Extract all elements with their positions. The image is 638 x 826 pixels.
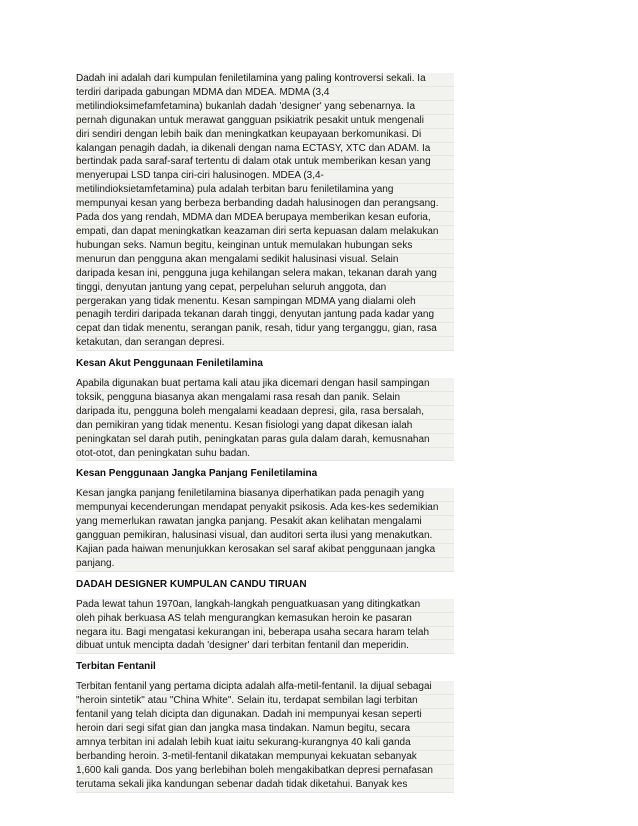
text-line: Kajian pada haiwan menunjukkan kerosakan sel saraf akibat penggunaan jangka <box>76 544 454 558</box>
text-line: metilindioksimefamfetamina) bukanlah dadah 'designer' yang sebenarnya. Ia <box>76 101 454 115</box>
text-line: peningkatan sel darah putih, peningkatan paras gula dalam darah, kemusnahan <box>76 434 454 448</box>
text-line: yang memerlukan rawatan jangka panjang. Pesakit akan kelihatan mengalami <box>76 516 454 530</box>
text-line: fentanil yang telah dicipta dan digunakan. Dadah ini mempunyai kesan seperti <box>76 709 454 723</box>
heading-terbitan-fentanil: Terbitan Fentanil <box>76 661 156 673</box>
text-line: cepat dan tidak menentu, serangan panik, resah, tidur yang terganggu, gian, rasa <box>76 323 454 337</box>
text-line: Terbitan fentanil yang pertama dicipta adalah alfa-metil-fentanil. Ia dijual sebagai <box>76 681 454 695</box>
text-line: otot-otot, dan peningkatan suhu badan. <box>76 448 454 462</box>
paragraph-terbitan-fentanil <box>76 681 454 792</box>
text-line: oleh pihak berkuasa AS telah mengurangkan kemasukan heroin ke pasaran <box>76 613 454 627</box>
text-line: pergerakan yang tidak menentu. Kesan sampingan MDMA yang dialami oleh <box>76 296 454 310</box>
text-line: Pada lewat tahun 1970an, langkah-langkah penguatkuasan yang ditingkatkan <box>76 599 454 613</box>
text-line: ketakutan, dan serangan depresi. <box>76 337 454 351</box>
text-line: menurun dan pengguna akan mengalami sedikit halusinasi visual. Selain <box>76 254 454 268</box>
paragraph-kesan-jangka-panjang <box>76 488 454 571</box>
text-line: daripada itu, pengguna boleh mengalami keadaan depresi, gila, rasa bersalah, <box>76 406 454 420</box>
text-line: Pada dos yang rendah, MDMA dan MDEA berupaya memberikan kesan euforia, <box>76 212 454 226</box>
heading-kesan-jangka-panjang: Kesan Penggunaan Jangka Panjang Feniletilamina <box>76 468 318 480</box>
heading-dadah-designer: DADAH DESIGNER KUMPULAN CANDU TIRUAN <box>76 578 307 590</box>
text-line: 1,600 kali ganda. Dos yang berlebihan boleh mengakibatkan depresi pernafasan <box>76 765 454 779</box>
text-line: berbanding heroin. 3-metil-fentanil dikatakan mempunyai kekuatan sebanyak <box>76 751 454 765</box>
text-line: terdiri daripada gabungan MDMA dan MDEA. MDMA (3,4 <box>76 87 454 101</box>
text-line: empati, dan dapat meningkatkan keazaman diri serta kepuasan dalam melakukan <box>76 226 454 240</box>
text-line: pernah digunakan untuk merawat gangguan psikiatrik pesakit untuk mengenali <box>76 115 454 129</box>
text-line: Apabila digunakan buat pertama kali atau jika dicemari dengan hasil sampingan <box>76 378 454 392</box>
text-line: dibuat untuk mencipta dadah 'designer' dari terbitan fentanil dan meperidin. <box>76 640 454 654</box>
text-line: bertindak pada saraf-saraf tertentu di dalam otak untuk memberikan kesan yang <box>76 156 454 170</box>
text-line: penagih terdiri daripada tekanan darah tinggi, denyutan jantung pada kadar yang <box>76 309 454 323</box>
text-line: panjang. <box>76 558 454 572</box>
text-line: mempunyai kesan yang berbeza berbanding dadah halusinogen dan perangsang. <box>76 198 454 212</box>
text-line: tinggi, denyutan jantung yang cepat, perpeluhan seluruh anggota, dan <box>76 282 454 296</box>
text-line: metilindioksietamfetamina) pula adalah terbitan baru feniletilamina yang <box>76 184 454 198</box>
text-line: daripada kesan ini, pengguna juga kehilangan selera makan, tekanan darah yang <box>76 268 454 282</box>
paragraph-feniletilamina-intro <box>76 73 454 351</box>
text-line: "heroin sintetik" atau "China White". Selain itu, terdapat sembilan lagi terbitan <box>76 695 454 709</box>
text-line: menyerupai LSD tanpa ciri-ciri halusinogen. MDEA (3,4- <box>76 170 454 184</box>
text-line: toksik, pengguna biasanya akan mengalami rasa resah dan panik. Selain <box>76 392 454 406</box>
text-line: amnya terbitan ini adalah lebih kuat iaitu sekurang-kurangnya 40 kali ganda <box>76 737 454 751</box>
text-line: Kesan jangka panjang feniletilamina biasanya diperhatikan pada penagih yang <box>76 488 454 502</box>
paragraph-dadah-designer <box>76 599 454 655</box>
text-line: kalangan penagih dadah, ia dikenali dengan nama ECTASY, XTC dan ADAM. Ia <box>76 143 454 157</box>
text-line: diri sendiri dengan lebih baik dan meningkatkan keupayaan berkomunikasi. Di <box>76 129 454 143</box>
text-line: hubungan seks. Namun begitu, keinginan untuk memulakan hubungan seks <box>76 240 454 254</box>
text-line: heroin dari segi sifat gian dan jangka masa tindakan. Namun begitu, secara <box>76 723 454 737</box>
heading-kesan-akut: Kesan Akut Penggunaan Feniletilamina <box>76 358 263 370</box>
paragraph-kesan-akut <box>76 378 454 461</box>
text-line: gangguan pemikiran, halusinasi visual, dan auditori serta ilusi yang menakutkan. <box>76 530 454 544</box>
document-body <box>76 73 454 793</box>
text-line: Dadah ini adalah dari kumpulan feniletilamina yang paling kontroversi sekali. Ia <box>76 73 454 87</box>
text-line: terutama sekali jika kandungan sebenar dadah tidak diketahui. Banyak kes <box>76 779 454 793</box>
text-line: mempunyai kecenderungan mendapat penyakit psikosis. Ada kes-kes sedemikian <box>76 502 454 516</box>
text-line: negara itu. Bagi mengatasi kekurangan ini, beberapa usaha secara haram telah <box>76 627 454 641</box>
text-line: dan pemikiran yang tidak menentu. Kesan fisiologi yang dapat dikesan ialah <box>76 420 454 434</box>
